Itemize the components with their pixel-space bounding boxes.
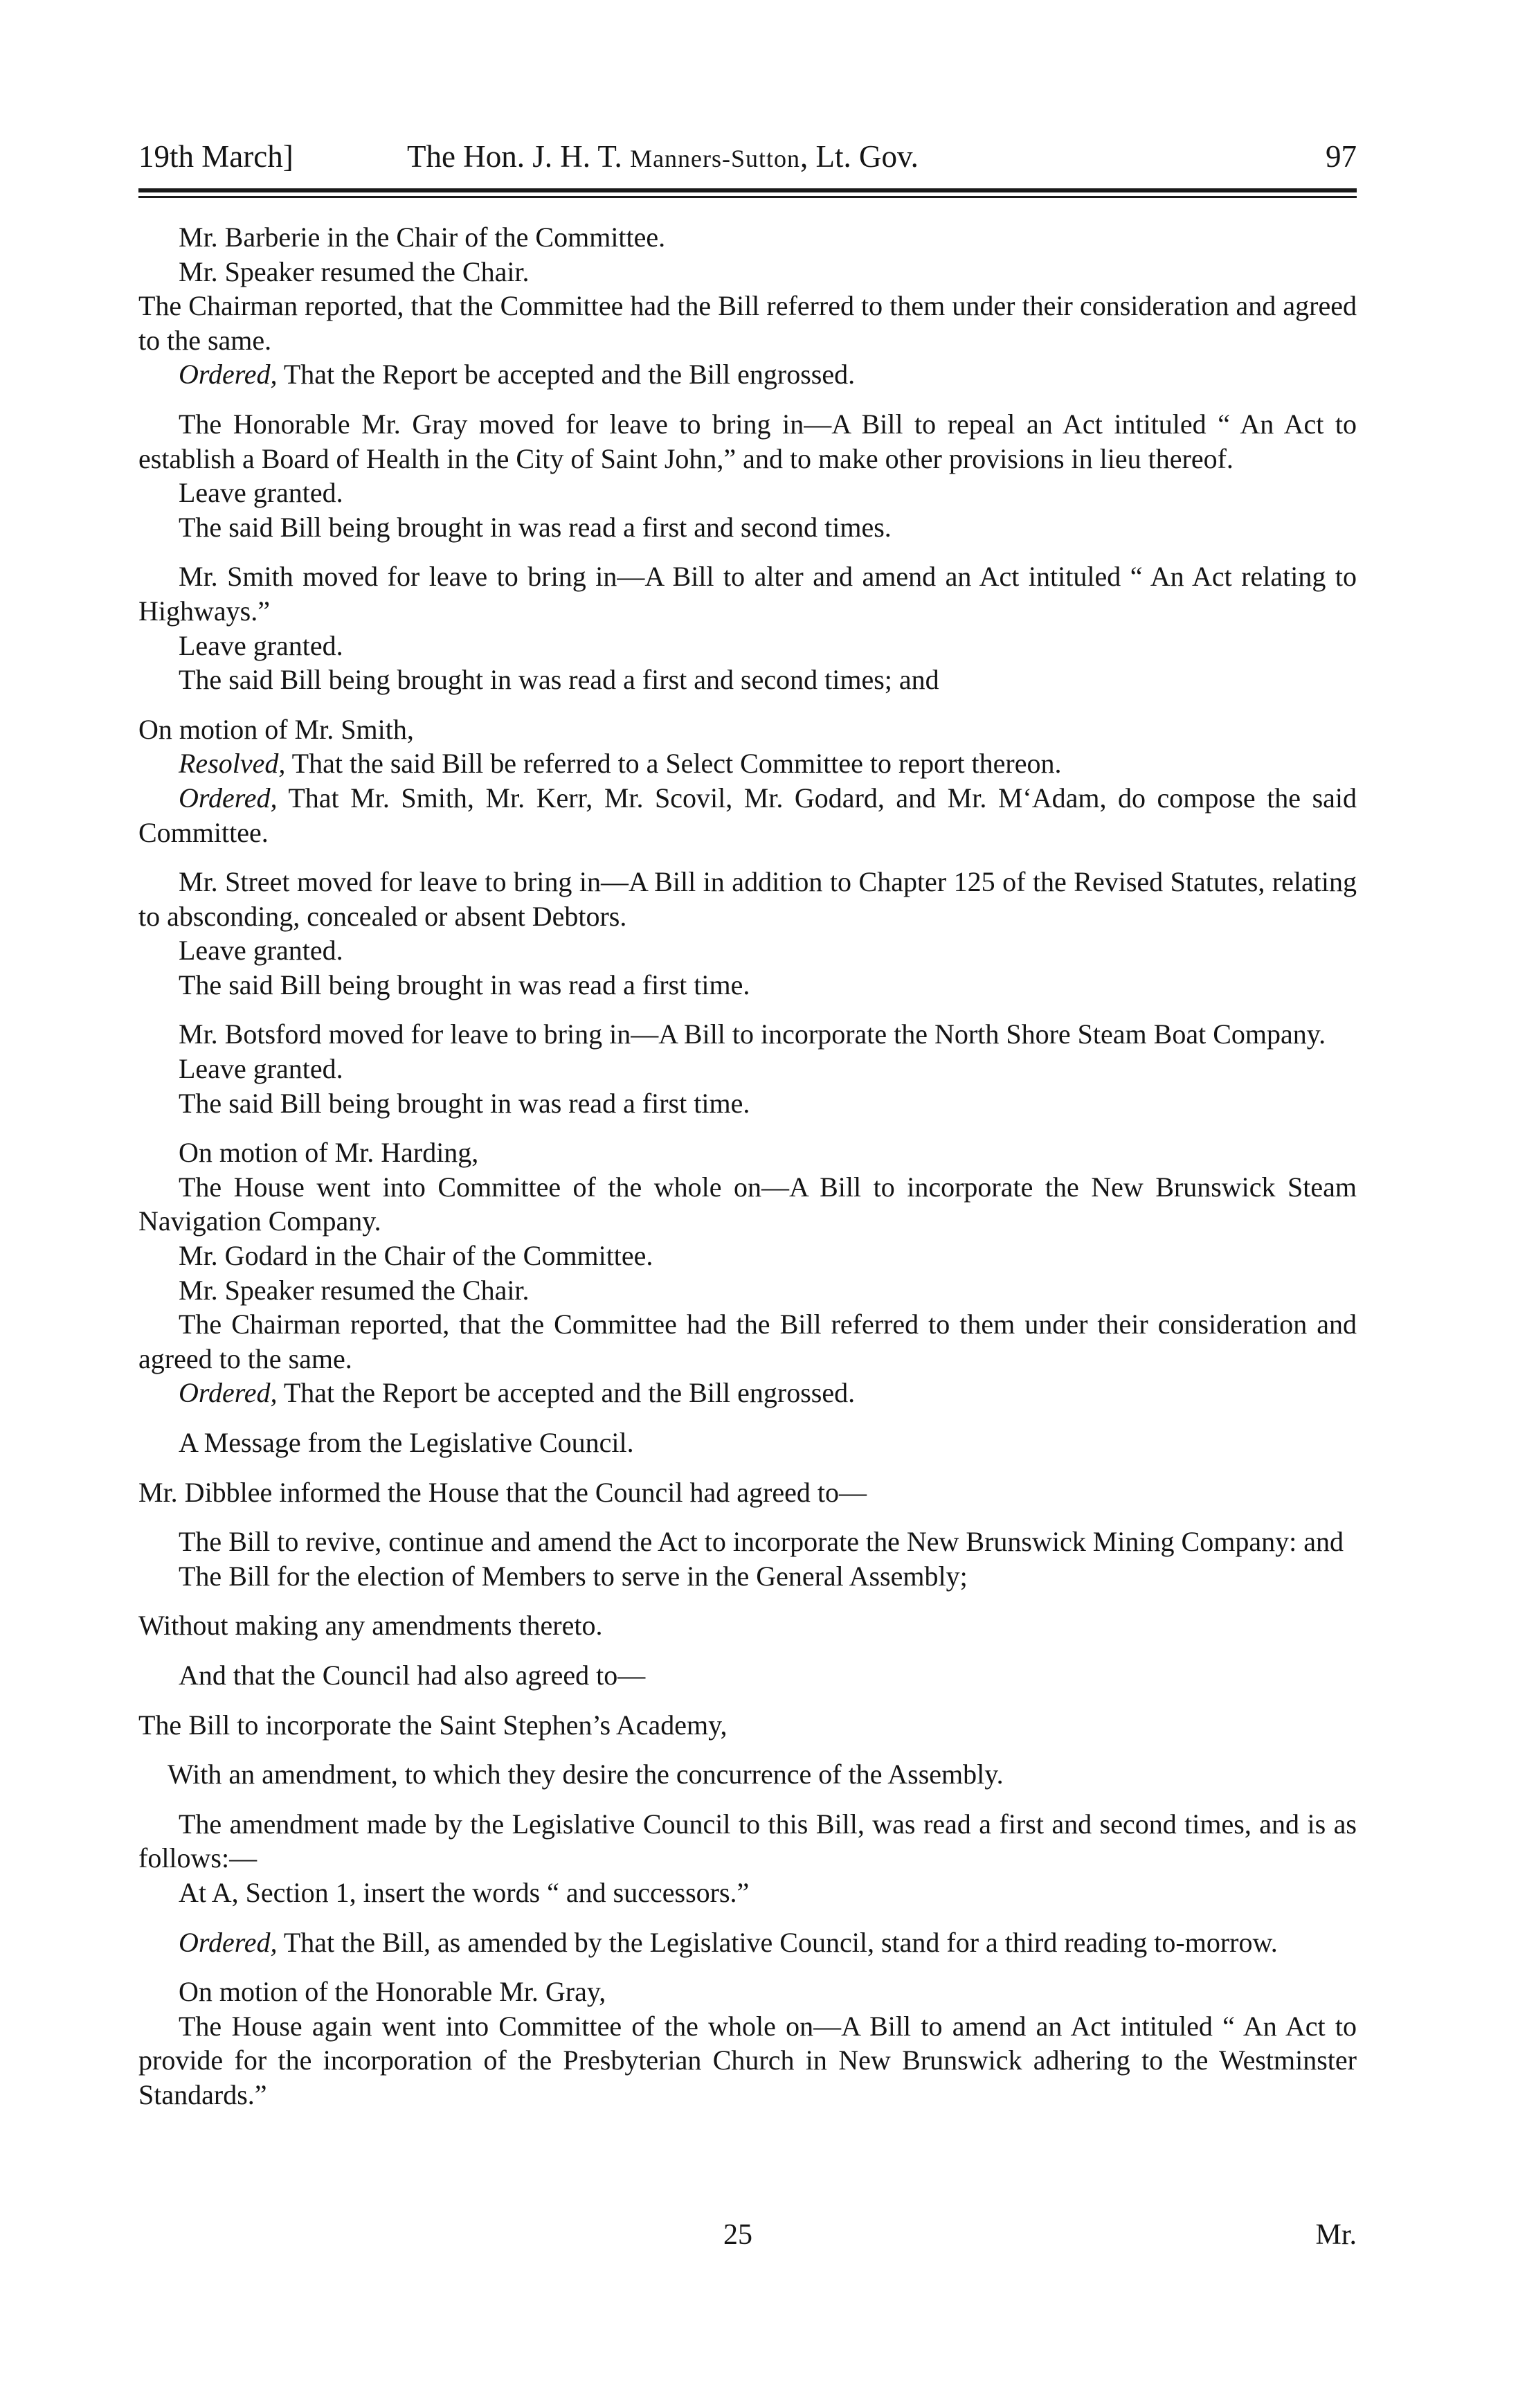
paragraph: Mr. Botsford moved for leave to bring in—A Bill to incorporate the North Shore Steam Boat Company.	[179, 1018, 1326, 1050]
paragraph: Mr. Speaker resumed the Chair.	[179, 255, 530, 287]
journal-body	[138, 220, 1357, 2112]
paragraph: Mr. Dibblee informed the House that the Council had agreed to—	[138, 1476, 867, 1508]
ordered-label: Ordered,	[179, 359, 278, 390]
paragraph: The Honorable Mr. Gray moved for leave to bring in—A Bill to repeal an Act intituled “ An Act to establish a Board of Health in the City of Saint John,” and to make other provisions in lieu thereof.	[138, 408, 1357, 474]
paragraph: The said Bill being brought in was read a first and second times; and	[179, 664, 939, 696]
paragraph: Without making any amendments thereto.	[138, 1610, 603, 1642]
header-title-suffix: , Lt. Gov.	[800, 139, 919, 174]
paragraph: The Chairman reported, that the Committee had the Bill referred to them under their consideration and agreed to the same.	[138, 1309, 1357, 1374]
paragraph: On motion of the Honorable Mr. Gray,	[179, 1976, 606, 2008]
paragraph: Leave granted.	[179, 1053, 343, 1085]
paragraph: Ordered, That the Bill, as amended by the Legislative Council, stand for a third reading to-morrow.	[179, 1926, 1278, 1958]
paragraph: Ordered, That the Report be accepted and the Bill engrossed.	[179, 1377, 856, 1409]
header-date: 19th March]	[138, 139, 293, 174]
paragraph: The amendment made by the Legislative Council to this Bill, was read a first and second times, and is as follows:—	[138, 1808, 1357, 1874]
signature-mark: 25	[723, 2219, 752, 2251]
page-footer	[138, 2216, 1357, 2257]
paragraph: A Message from the Legislative Council.	[179, 1427, 634, 1458]
paragraph: Mr. Barberie in the Chair of the Committee.	[179, 222, 666, 253]
paragraph: Leave granted.	[179, 477, 343, 509]
catchword: Mr.	[1315, 2219, 1357, 2251]
paragraph: Resolved, That the said Bill be referred to a Select Committee to report thereon.	[179, 748, 1062, 780]
paragraph: Leave granted.	[179, 935, 343, 967]
header-title-name: Manners-Sutton	[630, 145, 801, 172]
ordered-label: Ordered,	[179, 782, 278, 814]
paragraph: The House again went into Committee of the whole on—A Bill to amend an Act intituled “ An Act to provide for the incorporation of the Presbyterian Church in New Brunswick adhering to the Westminster Standards.”	[138, 2010, 1357, 2110]
paragraph: Ordered, That the Report be accepted and the Bill engrossed.	[179, 359, 856, 390]
paragraph: Mr. Street moved for leave to bring in—A Bill in addition to Chapter 125 of the Revised Statutes, relating to absconding, concealed or absent Debtors.	[138, 866, 1357, 932]
paragraph: At A, Section 1, insert the words “ and successors.”	[179, 1876, 750, 1908]
paragraph: The Bill to incorporate the Saint Stephen’s Academy,	[138, 1709, 728, 1741]
header-title-prefix: The Hon. J. H. T.	[407, 139, 631, 174]
paragraph: The Bill to revive, continue and amend the Act to incorporate the New Brunswick Mining Company: and	[179, 1526, 1344, 1558]
paragraph: The House went into Committee of the whole on—A Bill to incorporate the New Brunswick Steam Navigation Company.	[138, 1171, 1357, 1237]
paragraph: The said Bill being brought in was read a first and second times.	[179, 511, 892, 543]
paragraph: The said Bill being brought in was read a first time.	[179, 969, 750, 1000]
paragraph: With an amendment, to which they desire the concurrence of the Assembly.	[168, 1759, 1004, 1790]
running-head	[138, 136, 1357, 184]
ordered-label: Ordered,	[179, 1926, 278, 1958]
paragraph: The said Bill being brought in was read a first time.	[179, 1087, 750, 1119]
paragraph: On motion of Mr. Harding,	[179, 1137, 479, 1169]
paragraph: Leave granted.	[179, 629, 343, 661]
paragraph: Ordered, That Mr. Smith, Mr. Kerr, Mr. Scovil, Mr. Godard, and Mr. M‘Adam, do compose the said Committee.	[138, 782, 1357, 848]
ordered-label: Ordered,	[179, 1377, 278, 1409]
paragraph: And that the Council had also agreed to—	[179, 1659, 646, 1691]
header-rule-thin	[138, 196, 1357, 198]
page-number: 97	[1326, 139, 1357, 174]
header-rule-thick	[138, 188, 1357, 192]
paragraph: Mr. Godard in the Chair of the Committee.	[179, 1240, 653, 1272]
paragraph: On motion of Mr. Smith,	[138, 713, 414, 745]
paragraph: The Bill for the election of Members to serve in the General Assembly;	[179, 1560, 968, 1592]
resolved-label: Resolved,	[179, 748, 286, 780]
header-title	[407, 136, 919, 179]
paragraph: Mr. Speaker resumed the Chair.	[179, 1274, 530, 1306]
paragraph: Mr. Smith moved for leave to bring in—A Bill to alter and amend an Act intituled “ An Act relating to Highways.”	[138, 561, 1357, 627]
paragraph: The Chairman reported, that the Committee had the Bill referred to them under their consideration and agreed to the same.	[138, 290, 1357, 356]
